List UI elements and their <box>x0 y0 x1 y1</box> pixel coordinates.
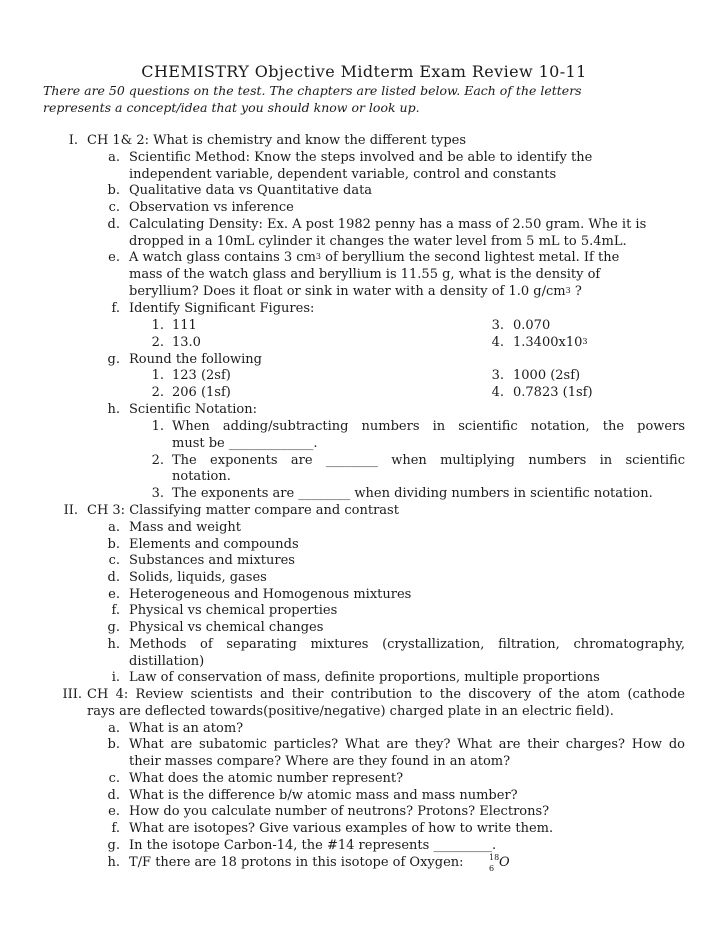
s3-item-c: What does the atomic number represent? <box>129 771 404 786</box>
s1-marker-h: h. <box>107 402 120 417</box>
isotope-symbol: O <box>499 855 510 870</box>
s3-marker-h: h. <box>107 855 120 870</box>
section-1-number: I. <box>68 133 78 148</box>
s3-item-b-line-2: their masses compare? Where are they found in an atom? <box>129 754 511 769</box>
s2-item-b: Elements and compounds <box>129 537 299 552</box>
s1-marker-b: b. <box>107 183 120 198</box>
s3-marker-f: f. <box>111 821 120 836</box>
s2-marker-b: b. <box>107 537 120 552</box>
s2-marker-e: e. <box>108 587 120 602</box>
s1-marker-g: g. <box>107 352 120 367</box>
s2-item-c: Substances and mixtures <box>129 553 295 568</box>
s1-item-g: Round the following <box>129 352 262 367</box>
s3-marker-g: g. <box>107 838 120 853</box>
s1-g-value-3: 1000 (2sf) <box>513 368 581 383</box>
s1-g-num-2: 2. <box>151 385 164 400</box>
s1-h-2-line-2: notation. <box>172 469 231 484</box>
section-2-number: II. <box>63 503 78 518</box>
s2-item-a: Mass and weight <box>129 520 242 535</box>
s3-marker-e: e. <box>108 804 120 819</box>
s1-item-d-line-2: dropped in a 10mL cylinder it changes the water level from 5 mL to 5.4mL. <box>129 234 627 249</box>
s2-item-h-line-2: distillation) <box>129 654 205 669</box>
s1-item-c: Observation vs inference <box>129 200 294 215</box>
s1-item-e-line-3: beryllium? Does it float or sink in water with a density of 1.0 $g/cm^3$ ? <box>129 284 582 299</box>
s1-f-value-4: $1.3400x10^3$ <box>513 335 588 350</box>
s3-marker-d: d. <box>107 788 120 803</box>
s3-marker-c: c. <box>108 771 120 786</box>
page-title: CHEMISTRY Objective Midterm Exam Review 10-11 <box>141 62 587 81</box>
s3-item-b-line-1: What are subatomic particles? What are they? What are their charges? How do <box>129 737 685 752</box>
s1-marker-d: d. <box>107 217 120 232</box>
s1-h-num-1: 1. <box>151 419 164 434</box>
section-3-number: III. <box>62 687 82 702</box>
s1-item-a-line-2: independent variable, dependent variable, control and constants <box>129 167 557 182</box>
s1-item-e-line-2: mass of the watch glass and beryllium is 11.55 g, what is the density of <box>129 267 601 282</box>
s2-item-f: Physical vs chemical properties <box>129 603 338 618</box>
s2-marker-d: d. <box>107 570 120 585</box>
s1-item-a-line-1: Scientific Method: Know the steps involved and be able to identify the <box>129 150 593 165</box>
s1-f-num-3: 3. <box>491 318 504 333</box>
s1-marker-f: f. <box>111 301 120 316</box>
s1-f-value-1: 111 <box>172 318 197 333</box>
s3-item-e: How do you calculate number of neutrons? Protons? Electrons? <box>129 804 550 819</box>
s1-f-num-1: 1. <box>151 318 164 333</box>
s2-item-h-line-1: Methods of separating mixtures (crystallization, filtration, chromatography, <box>129 637 685 652</box>
s2-marker-h: h. <box>107 637 120 652</box>
s1-f-value-2: 13.0 <box>172 335 201 350</box>
s2-marker-i: i. <box>111 670 120 685</box>
s1-item-d-line-1: Calculating Density: Ex. A post 1982 penny has a mass of 2.50 gram. Whe it is <box>129 217 647 232</box>
s3-item-g: In the isotope Carbon-14, the #14 represents _________. <box>129 838 497 853</box>
s1-g-value-1: 123 (2sf) <box>172 368 231 383</box>
intro-line-1: There are 50 questions on the test. The chapters are listed below. Each of the letters <box>43 83 582 98</box>
s2-marker-c: c. <box>108 553 120 568</box>
s2-item-i: Law of conservation of mass, definite proportions, multiple proportions <box>129 670 600 685</box>
s1-f-num-4: 4. <box>491 335 504 350</box>
isotope-atomic-number: 6 <box>489 864 495 873</box>
isotope-mass-number: 18 <box>489 853 500 862</box>
s1-marker-a: a. <box>108 150 120 165</box>
s1-marker-e: e. <box>108 250 120 265</box>
section-2-title: CH 3: Classifying matter compare and contrast <box>87 503 399 518</box>
section-3-title-line-2: rays are deflected towards(positive/negative) charged plate in an electric field). <box>87 704 614 719</box>
s1-g-value-4: 0.7823 (1sf) <box>513 385 593 400</box>
s2-marker-f: f. <box>111 603 120 618</box>
s1-h-num-2: 2. <box>151 453 164 468</box>
s1-h-2-line-1: The exponents are ________ when multiplying numbers in scientific <box>172 453 685 468</box>
s1-g-value-2: 206 (1sf) <box>172 385 231 400</box>
s1-item-b: Qualitative data vs Quantitative data <box>129 183 373 198</box>
s1-f-num-2: 2. <box>151 335 164 350</box>
s3-item-a: What is an atom? <box>129 721 244 736</box>
s1-h-num-3: 3. <box>151 486 164 501</box>
s1-marker-c: c. <box>108 200 120 215</box>
s2-marker-a: a. <box>108 520 120 535</box>
s2-item-g: Physical vs chemical changes <box>129 620 324 635</box>
s1-g-num-3: 3. <box>491 368 504 383</box>
s1-g-num-1: 1. <box>151 368 164 383</box>
section-1-title: CH 1& 2: What is chemistry and know the different types <box>87 133 467 148</box>
intro-line-2: represents a concept/idea that you should know or look up. <box>43 100 420 115</box>
s2-item-d: Solids, liquids, gases <box>129 570 267 585</box>
s1-h-1-line-2: must be _____________. <box>172 436 318 451</box>
s3-marker-b: b. <box>107 737 120 752</box>
s1-item-f: Identify Significant Figures: <box>129 301 315 316</box>
s3-marker-a: a. <box>108 721 120 736</box>
s1-item-h: Scientific Notation: <box>129 402 258 417</box>
s2-marker-g: g. <box>107 620 120 635</box>
s1-g-num-4: 4. <box>491 385 504 400</box>
s1-f-value-3: 0.070 <box>513 318 551 333</box>
s3-item-f: What are isotopes? Give various examples of how to write them. <box>129 821 554 836</box>
s1-item-e-line-1: A watch glass contains 3 $cm^3$ of beryllium the second lightest metal. If the <box>129 250 620 265</box>
s3-item-d: What is the difference b/w atomic mass and mass number? <box>129 788 518 803</box>
s1-h-3: The exponents are ________ when dividing numbers in scientific notation. <box>172 486 653 501</box>
s1-h-1-line-1: When adding/subtracting numbers in scientific notation, the powers <box>172 419 685 434</box>
s3-item-h: T/F there are 18 protons in this isotope of Oxygen: <box>129 855 464 870</box>
section-3-title-line-1: CH 4: Review scientists and their contribution to the discovery of the atom (cathode <box>87 687 685 702</box>
s2-item-e: Heterogeneous and Homogenous mixtures <box>129 587 412 602</box>
